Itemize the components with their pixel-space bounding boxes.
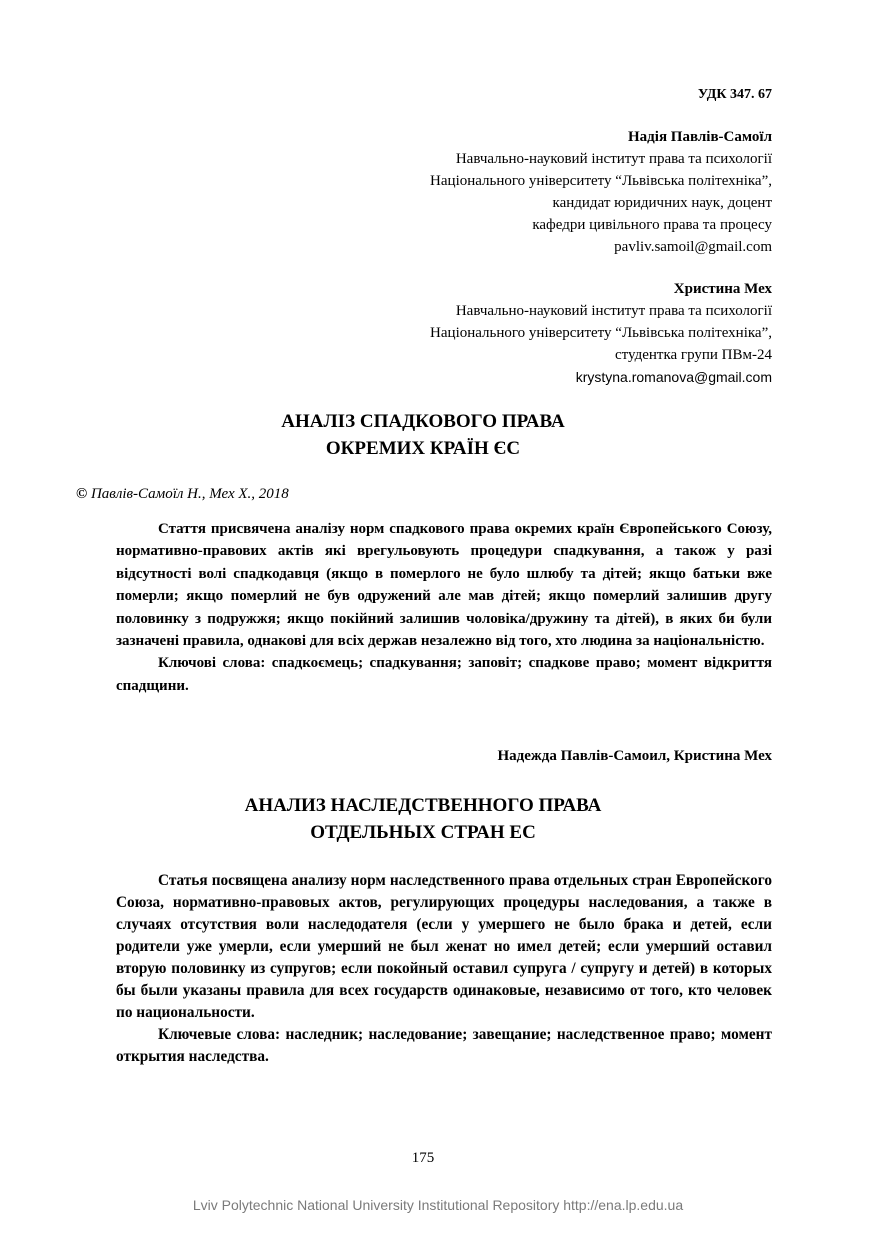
title-ukrainian-line-2: ОКРЕМИХ КРАЇН ЄС [325,438,521,459]
author-1-name: Надія Павлів-Самоїл [628,129,772,145]
author-1-email: pavliv.samoil@gmail.com [614,239,772,255]
author-1-block [430,126,772,258]
author-1-affiliation-line: Навчально-науковий інститут права та психології [455,151,772,167]
repository-footer: Lviv Polytechnic National University Institutional Repository http://ena.lp.edu.ua [192,1197,684,1213]
author-1-degree: кандидат юридичних наук, доцент [552,195,772,211]
abstract-russian [116,870,772,1068]
author-2-block [430,278,772,388]
abstract-russian-text: Статья посвящена анализу норм наследственного права отдельных стран Европейского Союза, нормативно-правовых актов, регулирующих процедуры наследования, а также в случаях отсутствия воли наследодателя (если у умершего не было брака и детей, если родители уже умерли, если умерший не был женат но имел детей; если умерший оставил вторую половинку из супругов; если покойный оставил супруга / супругу и детей) в которых бы были указаны правила для всех государств одинаковые, независимо от того, кто человек по национальности. [116,872,772,1021]
author-1-department: кафедри цивільного права та процесу [532,217,772,233]
title-ukrainian [0,408,846,462]
russian-authors: Надежда Павлів-Самоил, Кристина Мех [497,748,772,764]
keywords-russian: Ключевые слова: наследник; наследование; завещание; наследственное право; момент открытия наследства. [116,1026,772,1065]
title-russian [0,792,846,846]
author-1-affiliation-line: Національного університету “Львівська політехніка”, [430,173,772,189]
keywords-ukrainian: Ключові слова: спадкоємець; спадкування; заповіт; спадкове право; момент відкриття спадщини. [116,655,772,694]
title-russian-line-2: ОТДЕЛЬНЫХ СТРАН ЕС [310,822,536,843]
author-2-status: студентка групи ПВм-24 [615,347,772,363]
title-russian-line-1: АНАЛИЗ НАСЛЕДСТВЕННОГО ПРАВА [244,795,602,816]
author-2-affiliation-line: Навчально-науковий інститут права та психології [455,303,772,319]
title-ukrainian-line-1: АНАЛІЗ СПАДКОВОГО ПРАВА [281,411,565,432]
author-2-affiliation-line: Національного університету “Львівська політехніка”, [430,325,772,341]
udk-code: УДК 347. 67 [697,87,772,102]
abstract-ukrainian-text: Стаття присвячена аналізу норм спадкового права окремих країн Європейського Союзу, нормативно-правових актів які врегульовують процедури спадкування, а також у разі відсутності волі спадкодавця (якщо в померлого не було шлюбу та дітей; якщо батьки вже померли; якщо померлий не був одружений але мав дітей; якщо померлий залишив другу половинку з подружжя; якщо покійний залишив чоловіка/дружину та дітей), в яких би були зазначені правила, однакові для всіх держав незалежно від того, хто людина за національністю. [116,521,772,650]
author-2-name: Христина Мех [673,281,772,297]
copyright-line [76,486,289,503]
abstract-ukrainian [116,518,772,697]
author-2-email: krystyna.romanova@gmail.com [575,369,772,385]
copyright-text: Павлів-Самоїл Н., Мех Х., 2018 [90,486,289,502]
page-number: 175 [411,1150,435,1166]
copyright-symbol: © [76,486,88,502]
